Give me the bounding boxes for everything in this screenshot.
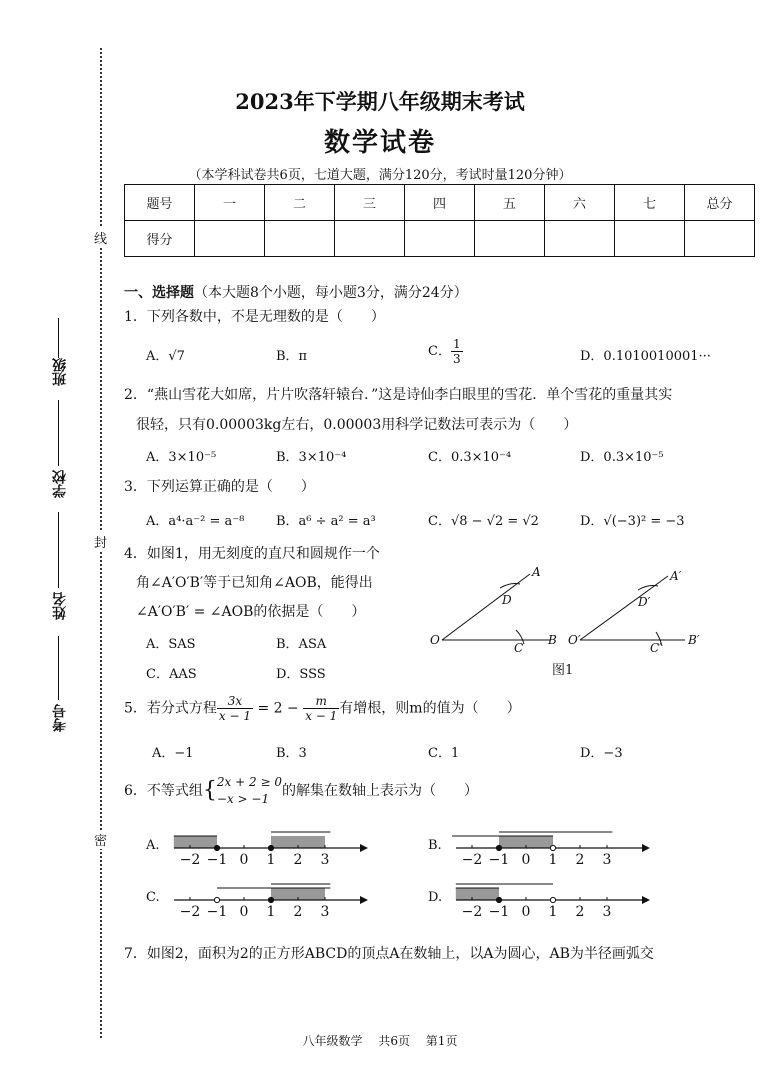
q1-fraction	[451, 337, 463, 366]
axis-tick-label: −1	[488, 852, 510, 866]
q5-lhs-fraction	[217, 694, 253, 723]
class-blank-line	[58, 318, 59, 358]
score-blank[interactable]	[545, 221, 615, 257]
q2-option-a: A．3×10⁻⁵	[146, 450, 217, 465]
axis-arrow-icon	[642, 844, 650, 852]
q6-numberline-c	[170, 874, 370, 918]
solution-shade	[174, 836, 217, 848]
q5-option-d: D．−3	[580, 746, 623, 761]
q1-option-d: D．0.1010010001···	[580, 349, 711, 364]
axis-tick-label: −1	[206, 904, 228, 918]
q4-option-b: B．ASA	[276, 637, 327, 652]
axis-tick-label: 2	[293, 904, 303, 918]
binding-char-xian: 线	[94, 228, 107, 247]
axis-tick-label: 2	[293, 852, 303, 866]
q5-lhs-den: x − 1	[218, 709, 252, 723]
score-blank[interactable]	[685, 221, 755, 257]
axis-arrow-icon	[642, 896, 650, 904]
score-cell: 七	[615, 185, 685, 221]
class-label: 班级	[52, 358, 68, 386]
q1-fraction-den: 3	[452, 352, 461, 366]
axis-tick-label: 0	[521, 904, 531, 918]
exam-number-blank-line	[58, 636, 59, 700]
q5-rhs-den: x − 1	[305, 709, 338, 723]
q4-line3: ∠A′O′B′ = ∠AOB的依据是（ ）	[136, 604, 366, 620]
label-o-prime: O′	[568, 633, 581, 647]
q5-lhs-num: 3x	[217, 694, 253, 709]
q6-option-a-label: A.	[146, 838, 160, 853]
axis-tick-label: 3	[320, 852, 330, 866]
label-d: D	[502, 593, 512, 607]
q5-mid: = 2 −	[257, 700, 299, 717]
q3-option-d: D．√(−3)² = −3	[580, 514, 685, 529]
axis-tick-label: −2	[461, 852, 483, 866]
q5-rhs-num: m	[303, 694, 339, 709]
axis-tick-label: −2	[461, 904, 483, 918]
exam-number-label: 考号	[52, 704, 68, 732]
q6-brace: {	[202, 778, 217, 803]
q6-numberline-b	[452, 822, 652, 866]
score-blank[interactable]	[475, 221, 545, 257]
figure-1	[420, 560, 720, 680]
subject-title: 数学试卷	[323, 128, 436, 158]
axis-tick-label: −1	[488, 904, 510, 918]
q6-numberline-d	[452, 874, 652, 918]
axis-tick-label: 3	[602, 904, 612, 918]
section-desc: （本大题8个小题，每小题3分，满分24分）	[194, 285, 468, 301]
axis-tick-label: 0	[239, 852, 249, 866]
q7-line1: 7．如图2，面积为2的正方形ABCD的顶点A在数轴上，以A为圆心，AB为半径画弧交	[124, 946, 654, 962]
score-cell: 总分	[685, 185, 755, 221]
q6-option-d-label: D.	[428, 890, 443, 905]
score-row-label: 得分	[125, 221, 195, 257]
axis-tick-label: −2	[179, 852, 201, 866]
closed-point	[496, 845, 501, 850]
q6-numberline-a	[170, 822, 370, 866]
q4-option-c: C．AAS	[146, 667, 197, 682]
q6-ineq1: 2x + 2 ≥ 0	[216, 775, 282, 789]
q1-stem: 1．下列各数中，不是无理数的是（ ）	[124, 309, 385, 325]
q6-prefix: 6．不等式组	[124, 783, 203, 799]
q2-option-c: C．0.3×10⁻⁴	[428, 450, 512, 465]
closed-point	[214, 845, 219, 850]
figure-1-caption: 图1	[552, 663, 574, 678]
axis-tick-label: 0	[521, 852, 531, 866]
exam-note: （本学科试卷共6页，七道大题，满分120分，考试时量120分钟）	[188, 168, 572, 183]
q5-stem	[124, 694, 521, 723]
school-blank-line	[58, 400, 59, 466]
score-cell: 题号	[125, 185, 195, 221]
label-d-prime: D′	[638, 595, 651, 609]
axis-tick-label: 1	[266, 852, 276, 866]
score-cell: 五	[475, 185, 545, 221]
score-table-header-row	[125, 185, 755, 221]
score-cell: 六	[545, 185, 615, 221]
axis-arrow-icon	[360, 896, 368, 904]
axis-tick-label: 1	[266, 904, 276, 918]
open-point	[550, 897, 555, 902]
axis-tick-label: 1	[548, 904, 558, 918]
q6-option-c-label: C.	[146, 890, 160, 905]
q2-option-d: D．0.3×10⁻⁵	[580, 450, 664, 465]
section-heading	[124, 282, 468, 302]
score-cell: 一	[195, 185, 265, 221]
axis-tick-label: −2	[179, 904, 201, 918]
axis-tick-label: 2	[575, 852, 585, 866]
q5-option-c: C．1	[428, 746, 460, 761]
q1-option-b: B．π	[276, 349, 308, 364]
q6-suffix: 的解集在数轴上表示为（ ）	[281, 783, 478, 799]
label-c-prime: C′	[650, 641, 662, 655]
axis-tick-label: 1	[548, 852, 558, 866]
section-title: 一、选择题	[124, 285, 194, 301]
score-blank[interactable]	[615, 221, 685, 257]
page-footer: 八年级数学 共6页 第1页	[302, 1034, 458, 1048]
q5-suffix: 有增根，则m的值为（ ）	[339, 700, 521, 717]
q4-option-a: A．SAS	[146, 637, 196, 652]
label-o: O	[430, 633, 440, 647]
q3-option-a: A．a⁴·a⁻² = a⁻⁸	[146, 514, 245, 529]
score-cell: 三	[335, 185, 405, 221]
q4-line2: 角∠A′O′B′等于已知角∠AOB，能得出	[136, 575, 373, 591]
binding-char-mi: 密	[94, 830, 107, 849]
q6-system	[217, 774, 282, 808]
binding-char-feng: 封	[94, 532, 107, 551]
exam-title: 2023年下学期八年级期末考试	[235, 89, 525, 114]
q3-option-b: B．a⁶ ÷ a² = a³	[276, 514, 376, 529]
q5-rhs-fraction	[303, 694, 339, 723]
axis-arrow-icon	[360, 844, 368, 852]
q6-stem	[124, 774, 478, 808]
q1-fraction-num: 1	[452, 337, 461, 351]
q5-prefix: 5．若分式方程	[124, 700, 217, 717]
q1-option-c	[428, 337, 463, 366]
closed-point	[496, 897, 501, 902]
open-point	[214, 897, 219, 902]
q3-stem: 3．下列运算正确的是（ ）	[124, 479, 315, 495]
axis-tick-label: −1	[206, 852, 228, 866]
arc-d-prime	[638, 586, 658, 591]
closed-point	[268, 845, 273, 850]
school-label: 学校	[52, 470, 68, 498]
q2-option-b: B．3×10⁻⁴	[276, 450, 347, 465]
axis-tick-label: 0	[239, 904, 249, 918]
score-blank[interactable]	[265, 221, 335, 257]
q4-line1: 4．如图1，用无刻度的直尺和圆规作一个	[124, 546, 380, 562]
axis-tick-label: 3	[320, 904, 330, 918]
score-cell: 二	[265, 185, 335, 221]
axis-tick-label: 2	[575, 904, 585, 918]
score-blank[interactable]	[335, 221, 405, 257]
score-blank[interactable]	[195, 221, 265, 257]
label-b: B	[548, 633, 557, 647]
q2-line2: 很轻，只有0.00003kg左右，0.00003用科学记数法可表示为（ ）	[136, 417, 578, 433]
closed-point	[268, 897, 273, 902]
label-a: A	[532, 565, 541, 579]
label-b-prime: B′	[688, 633, 700, 647]
score-blank[interactable]	[405, 221, 475, 257]
solution-shade	[456, 888, 499, 900]
score-table	[124, 184, 755, 257]
q3-option-c: C．√8 − √2 = √2	[428, 514, 539, 529]
name-label: 姓名	[52, 592, 68, 620]
q5-option-b: B．3	[276, 746, 307, 761]
q2-line1: 2．“燕山雪花大如席，片片吹落轩辕台．”这是诗仙李白眼里的雪花．单个雪花的重量其实	[124, 387, 673, 403]
label-a-prime: A′	[670, 569, 682, 583]
q6-option-b-label: B.	[428, 838, 442, 853]
axis-tick-label: 3	[602, 852, 612, 866]
q1-option-c-prefix: C．	[428, 344, 451, 359]
score-table-score-row	[125, 221, 755, 257]
open-point	[550, 845, 555, 850]
q4-option-d: D．SSS	[276, 667, 326, 682]
label-c: C	[514, 641, 524, 655]
q5-option-a: A．−1	[152, 746, 194, 761]
score-cell: 四	[405, 185, 475, 221]
q1-option-a: A．√7	[146, 349, 185, 364]
q6-ineq2: −x > −1	[216, 792, 270, 806]
name-blank-line	[58, 512, 59, 588]
